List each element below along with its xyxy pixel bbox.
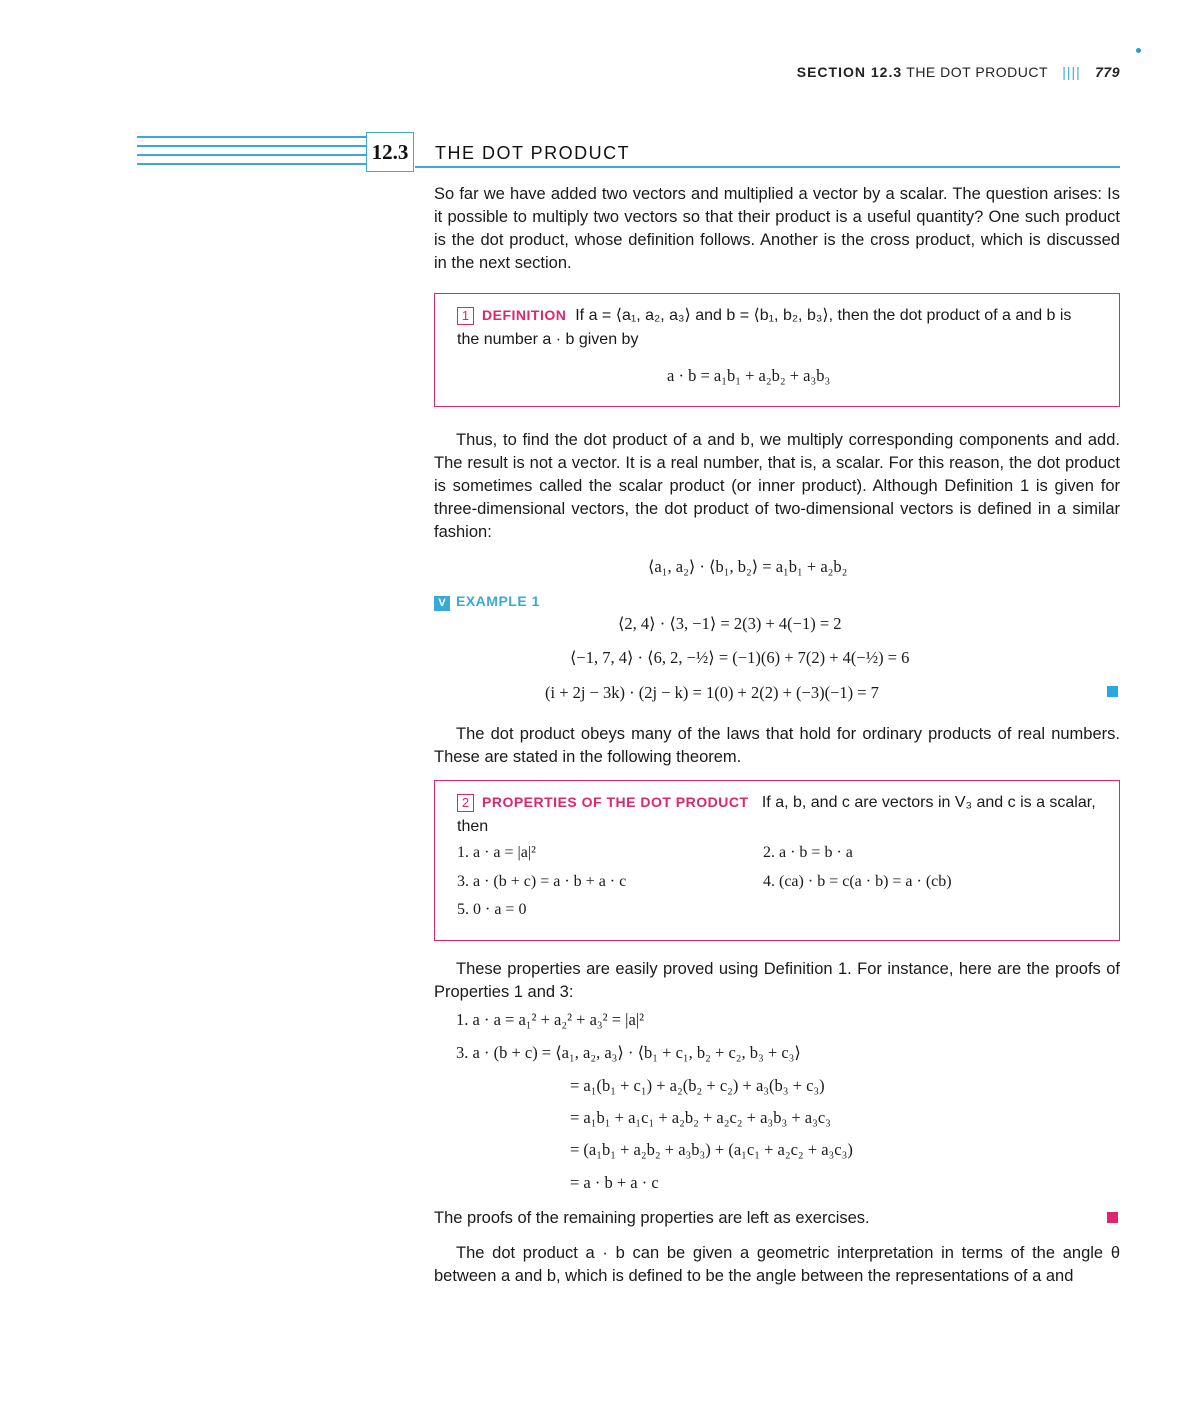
- page-number: 779: [1095, 64, 1120, 80]
- example-label: [434, 593, 540, 611]
- running-head: [797, 64, 1120, 80]
- properties-intro: If a, b, and c are vectors in V₃ and c is a scalar, then: [457, 794, 1096, 835]
- corner-dot: [1136, 48, 1141, 53]
- proof-property-3-line-3: = a₁b₁ + a₁c₁ + a₂b₂ + a₂c₂ + a₃b₃ + a₃c₃: [570, 1108, 831, 1127]
- properties-label: PROPERTIES OF THE DOT PRODUCT: [482, 794, 749, 810]
- property-3: 3. a · (b + c) = a · b + a · c: [457, 873, 627, 890]
- definition-text: If a = ⟨a₁, a₂, a₃⟩ and b = ⟨b₁, b₂, b₃⟩, then the dot product of a and b is the number a · b given by: [457, 307, 1072, 348]
- property-5: 5. 0 · a = 0: [457, 901, 527, 918]
- proof-property-3-line-4: = (a₁b₁ + a₂b₂ + a₃b₃) + (a₁c₁ + a₂c₂ + a₃c₃): [570, 1140, 853, 1159]
- example-end-marker: [1107, 686, 1118, 697]
- proof-property-3-line-1: 3. a · (b + c) = ⟨a₁, a₂, a₃⟩ · ⟨b₁ + c₁, b₂ + c₂, b₃ + c₃⟩: [456, 1043, 801, 1062]
- proofs-intro-paragraph: These properties are easily proved using Definition 1. For instance, here are the proofs of Properties 1 and 3:: [434, 960, 1120, 1001]
- property-1: 1. a · a = |a|²: [457, 844, 536, 861]
- section-title-rule: [415, 166, 1120, 168]
- proof-property-1: 1. a · a = a₁² + a₂² + a₃² = |a|²: [456, 1010, 645, 1029]
- section-heading-lines: [137, 136, 367, 168]
- proof-end-marker: [1107, 1212, 1118, 1223]
- example-title: EXAMPLE 1: [456, 593, 540, 609]
- properties-number: 2: [457, 794, 474, 812]
- example-line-3: (i + 2j − 3k) · (2j − k) = 1(0) + 2(2) + (−3)(−1) = 7: [545, 683, 879, 702]
- running-head-section: SECTION 12.3: [796, 64, 903, 80]
- running-head-title: THE DOT PRODUCT: [906, 64, 1048, 80]
- section-title: THE DOT PRODUCT: [435, 143, 631, 163]
- definition-number: 1: [457, 307, 474, 325]
- section-number-box: 12.3: [366, 132, 414, 172]
- intro-paragraph: So far we have added two vectors and multiplied a vector by a scalar. The question arises: Is it possible to multiply two vectors so that their product is a useful quantity? One such product is the dot product, whose definition follows. Another is the cross product, which is discussed in the next section.: [434, 185, 1120, 272]
- laws-paragraph: The dot product obeys many of the laws that hold for ordinary products of real numbers. These are stated in the following theorem.: [434, 725, 1120, 766]
- geometric-paragraph: The dot product a · b can be given a geometric interpretation in terms of the angle θ between a and b, which is defined to be the angle between the representations of a and: [434, 1244, 1120, 1285]
- proof-property-3-line-5: = a · b + a · c: [570, 1173, 659, 1192]
- example-line-2: ⟨−1, 7, 4⟩ · ⟨6, 2, −½⟩ = (−1)(6) + 7(2) + 4(−½) = 6: [570, 648, 910, 667]
- proof-property-3-line-2: = a₁(b₁ + c₁) + a₂(b₂ + c₂) + a₃(b₃ + c₃): [570, 1076, 825, 1095]
- definition-formula: a · b = a₁b₁ + a₂b₂ + a₃b₃: [667, 366, 831, 385]
- example-badge-icon: V: [434, 596, 450, 611]
- running-head-bars: ||||: [1062, 64, 1081, 80]
- example-line-1: ⟨2, 4⟩ · ⟨3, −1⟩ = 2(3) + 4(−1) = 2: [618, 614, 842, 633]
- thus-paragraph: Thus, to find the dot product of a and b, we multiply corresponding components and add. The result is not a vector. It is a real number, that is, a scalar. For this reason, the dot product is sometimes called the scalar product (or inner product). Although Definition 1 is given for three-dimensional vectors, the dot product of two-dimensional vectors is defined in a similar fashion:: [434, 431, 1120, 541]
- property-2: 2. a · b = b · a: [763, 844, 853, 861]
- two-dim-formula: ⟨a₁, a₂⟩ · ⟨b₁, b₂⟩ = a₁b₁ + a₂b₂: [648, 557, 848, 576]
- definition-label: DEFINITION: [482, 307, 567, 323]
- properties-box: [434, 780, 1120, 941]
- definition-box: [434, 293, 1120, 407]
- remaining-paragraph: The proofs of the remaining properties are left as exercises.: [434, 1209, 870, 1227]
- property-4: 4. (ca) · b = c(a · b) = a · (cb): [763, 873, 952, 890]
